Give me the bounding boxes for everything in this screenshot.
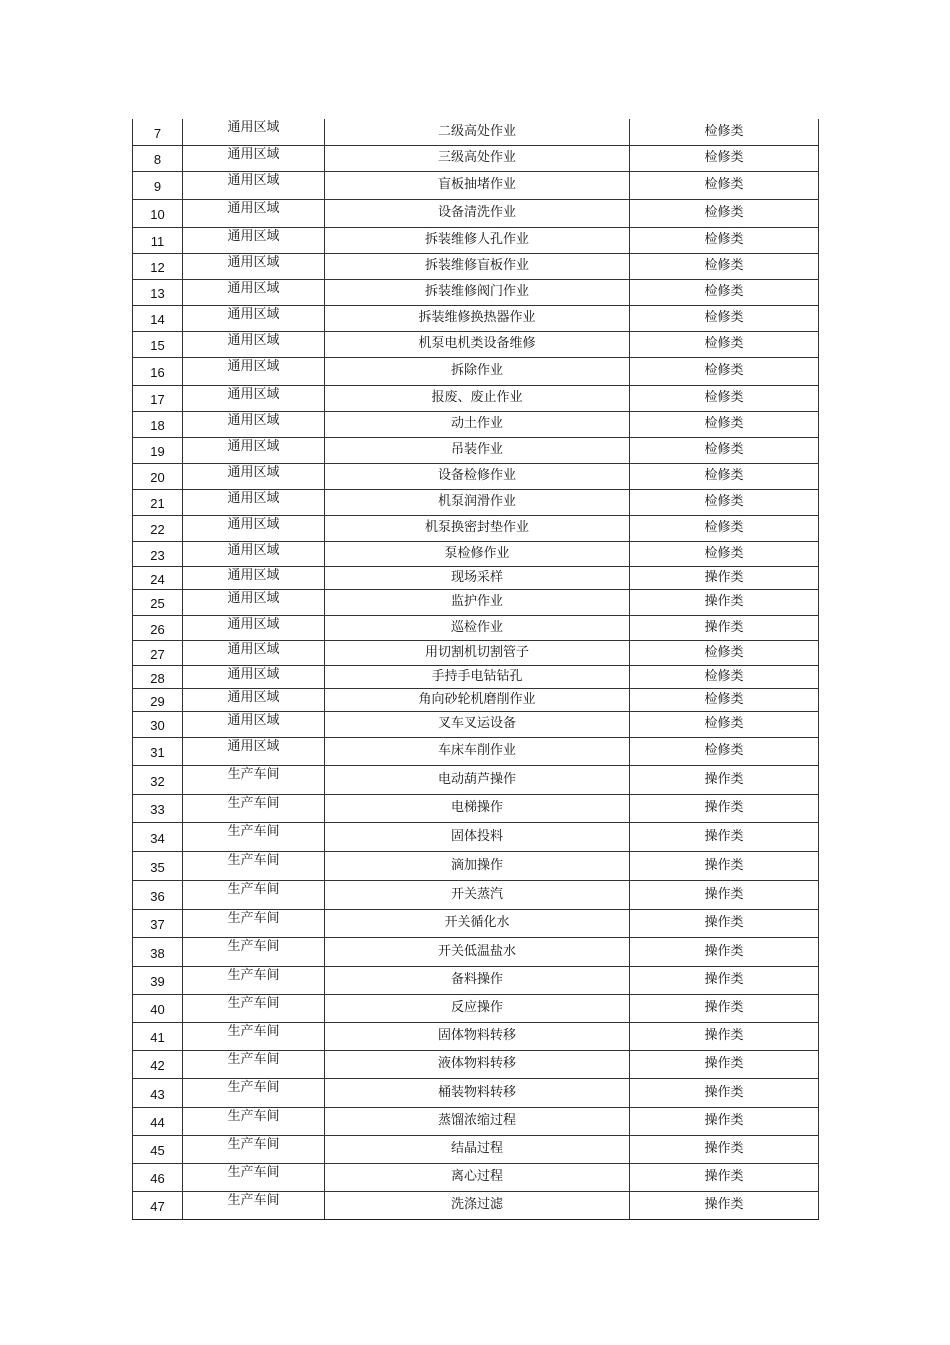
row-type: 检修类 bbox=[630, 688, 819, 711]
row-type: 检修类 bbox=[630, 119, 819, 145]
table-row bbox=[133, 331, 819, 357]
row-task: 洗涤过滤 bbox=[325, 1191, 630, 1219]
row-area: 通用区域 bbox=[183, 640, 325, 665]
table-row bbox=[133, 851, 819, 880]
row-type: 检修类 bbox=[630, 279, 819, 305]
row-number: 30 bbox=[133, 711, 183, 737]
row-task: 角向砂轮机磨削作业 bbox=[325, 688, 630, 711]
row-type: 操作类 bbox=[630, 615, 819, 640]
row-task: 拆除作业 bbox=[325, 357, 630, 385]
row-area: 通用区域 bbox=[183, 665, 325, 688]
table-row bbox=[133, 463, 819, 489]
row-type: 检修类 bbox=[630, 437, 819, 463]
row-task: 开关蒸汽 bbox=[325, 880, 630, 909]
row-type: 操作类 bbox=[630, 880, 819, 909]
row-task: 设备清洗作业 bbox=[325, 199, 630, 227]
row-number: 17 bbox=[133, 385, 183, 411]
row-type: 操作类 bbox=[630, 1107, 819, 1135]
row-type: 检修类 bbox=[630, 331, 819, 357]
row-task: 开关循化水 bbox=[325, 909, 630, 937]
row-type: 操作类 bbox=[630, 1191, 819, 1219]
table-row bbox=[133, 665, 819, 688]
row-number: 32 bbox=[133, 765, 183, 794]
row-area: 通用区域 bbox=[183, 489, 325, 515]
table-row bbox=[133, 145, 819, 171]
row-number: 8 bbox=[133, 145, 183, 171]
row-task: 拆装维修人孔作业 bbox=[325, 227, 630, 253]
row-type: 操作类 bbox=[630, 822, 819, 851]
row-task: 电梯操作 bbox=[325, 794, 630, 822]
table-row bbox=[133, 357, 819, 385]
row-task: 用切割机切割管子 bbox=[325, 640, 630, 665]
row-task: 手持手电钻钻孔 bbox=[325, 665, 630, 688]
table-row bbox=[133, 765, 819, 794]
row-task: 桶装物料转移 bbox=[325, 1078, 630, 1107]
table-body bbox=[133, 119, 819, 1219]
row-type: 检修类 bbox=[630, 253, 819, 279]
row-number: 18 bbox=[133, 411, 183, 437]
row-area: 生产车间 bbox=[183, 909, 325, 937]
table-row bbox=[133, 615, 819, 640]
table-row bbox=[133, 880, 819, 909]
table-row bbox=[133, 279, 819, 305]
row-type: 检修类 bbox=[630, 385, 819, 411]
row-area: 生产车间 bbox=[183, 1191, 325, 1219]
table-row bbox=[133, 1078, 819, 1107]
row-number: 39 bbox=[133, 966, 183, 994]
table-row bbox=[133, 589, 819, 615]
table-row bbox=[133, 119, 819, 145]
table-row bbox=[133, 966, 819, 994]
row-area: 生产车间 bbox=[183, 1050, 325, 1078]
row-type: 操作类 bbox=[630, 566, 819, 589]
row-area: 通用区域 bbox=[183, 437, 325, 463]
row-area: 生产车间 bbox=[183, 966, 325, 994]
row-type: 操作类 bbox=[630, 765, 819, 794]
table-row bbox=[133, 253, 819, 279]
table-row bbox=[133, 305, 819, 331]
table-row bbox=[133, 489, 819, 515]
row-type: 检修类 bbox=[630, 227, 819, 253]
row-number: 11 bbox=[133, 227, 183, 253]
row-task: 开关低温盐水 bbox=[325, 937, 630, 966]
row-task: 拆装维修盲板作业 bbox=[325, 253, 630, 279]
row-number: 34 bbox=[133, 822, 183, 851]
row-number: 26 bbox=[133, 615, 183, 640]
row-number: 14 bbox=[133, 305, 183, 331]
row-area: 通用区域 bbox=[183, 566, 325, 589]
row-area: 通用区域 bbox=[183, 541, 325, 566]
row-area: 通用区域 bbox=[183, 711, 325, 737]
row-type: 检修类 bbox=[630, 463, 819, 489]
row-area: 生产车间 bbox=[183, 880, 325, 909]
row-number: 7 bbox=[133, 119, 183, 145]
row-number: 12 bbox=[133, 253, 183, 279]
row-number: 47 bbox=[133, 1191, 183, 1219]
table-row bbox=[133, 1107, 819, 1135]
table-row bbox=[133, 909, 819, 937]
row-area: 生产车间 bbox=[183, 1135, 325, 1163]
row-type: 检修类 bbox=[630, 640, 819, 665]
table-row bbox=[133, 822, 819, 851]
row-area: 生产车间 bbox=[183, 1107, 325, 1135]
row-type: 检修类 bbox=[630, 411, 819, 437]
row-number: 40 bbox=[133, 994, 183, 1022]
row-area: 生产车间 bbox=[183, 1163, 325, 1191]
row-number: 41 bbox=[133, 1022, 183, 1050]
row-area: 通用区域 bbox=[183, 688, 325, 711]
row-area: 通用区域 bbox=[183, 171, 325, 199]
row-type: 操作类 bbox=[630, 1163, 819, 1191]
row-task: 滴加操作 bbox=[325, 851, 630, 880]
row-type: 检修类 bbox=[630, 199, 819, 227]
row-number: 37 bbox=[133, 909, 183, 937]
row-type: 检修类 bbox=[630, 711, 819, 737]
table-row bbox=[133, 515, 819, 541]
row-task: 叉车叉运设备 bbox=[325, 711, 630, 737]
row-area: 通用区域 bbox=[183, 279, 325, 305]
row-task: 电动葫芦操作 bbox=[325, 765, 630, 794]
row-type: 操作类 bbox=[630, 794, 819, 822]
row-task: 吊装作业 bbox=[325, 437, 630, 463]
row-number: 36 bbox=[133, 880, 183, 909]
row-number: 15 bbox=[133, 331, 183, 357]
row-area: 生产车间 bbox=[183, 851, 325, 880]
row-area: 通用区域 bbox=[183, 119, 325, 145]
row-number: 35 bbox=[133, 851, 183, 880]
row-number: 43 bbox=[133, 1078, 183, 1107]
row-type: 检修类 bbox=[630, 171, 819, 199]
row-type: 检修类 bbox=[630, 305, 819, 331]
row-number: 13 bbox=[133, 279, 183, 305]
row-type: 操作类 bbox=[630, 1078, 819, 1107]
row-number: 46 bbox=[133, 1163, 183, 1191]
row-area: 通用区域 bbox=[183, 305, 325, 331]
row-task: 设备检修作业 bbox=[325, 463, 630, 489]
row-task: 二级高处作业 bbox=[325, 119, 630, 145]
row-type: 检修类 bbox=[630, 357, 819, 385]
table-row bbox=[133, 1022, 819, 1050]
row-task: 泵检修作业 bbox=[325, 541, 630, 566]
row-type: 检修类 bbox=[630, 541, 819, 566]
row-type: 检修类 bbox=[630, 515, 819, 541]
row-number: 28 bbox=[133, 665, 183, 688]
row-task: 盲板抽堵作业 bbox=[325, 171, 630, 199]
table-row bbox=[133, 541, 819, 566]
table-row bbox=[133, 1135, 819, 1163]
row-task: 结晶过程 bbox=[325, 1135, 630, 1163]
row-area: 生产车间 bbox=[183, 765, 325, 794]
row-type: 操作类 bbox=[630, 851, 819, 880]
row-area: 通用区域 bbox=[183, 385, 325, 411]
row-task: 机泵换密封垫作业 bbox=[325, 515, 630, 541]
row-area: 生产车间 bbox=[183, 1022, 325, 1050]
row-type: 操作类 bbox=[630, 1050, 819, 1078]
row-type: 检修类 bbox=[630, 145, 819, 171]
row-area: 生产车间 bbox=[183, 994, 325, 1022]
row-area: 通用区域 bbox=[183, 253, 325, 279]
table-row bbox=[133, 937, 819, 966]
row-area: 通用区域 bbox=[183, 357, 325, 385]
table-row bbox=[133, 437, 819, 463]
table-row bbox=[133, 227, 819, 253]
row-area: 通用区域 bbox=[183, 589, 325, 615]
row-number: 45 bbox=[133, 1135, 183, 1163]
table-row bbox=[133, 1163, 819, 1191]
row-number: 31 bbox=[133, 737, 183, 765]
row-type: 检修类 bbox=[630, 737, 819, 765]
row-number: 24 bbox=[133, 566, 183, 589]
row-area: 通用区域 bbox=[183, 145, 325, 171]
table-row bbox=[133, 711, 819, 737]
row-area: 通用区域 bbox=[183, 331, 325, 357]
row-task: 固体投料 bbox=[325, 822, 630, 851]
row-task: 液体物料转移 bbox=[325, 1050, 630, 1078]
row-area: 通用区域 bbox=[183, 227, 325, 253]
row-area: 通用区域 bbox=[183, 411, 325, 437]
row-type: 操作类 bbox=[630, 1022, 819, 1050]
table-row bbox=[133, 794, 819, 822]
row-area: 通用区域 bbox=[183, 615, 325, 640]
row-area: 生产车间 bbox=[183, 1078, 325, 1107]
row-task: 报废、废止作业 bbox=[325, 385, 630, 411]
table-row bbox=[133, 385, 819, 411]
table-row bbox=[133, 1191, 819, 1219]
row-task: 反应操作 bbox=[325, 994, 630, 1022]
table-row bbox=[133, 1050, 819, 1078]
row-number: 38 bbox=[133, 937, 183, 966]
row-task: 拆装维修阀门作业 bbox=[325, 279, 630, 305]
row-type: 操作类 bbox=[630, 937, 819, 966]
row-number: 22 bbox=[133, 515, 183, 541]
row-number: 44 bbox=[133, 1107, 183, 1135]
row-number: 27 bbox=[133, 640, 183, 665]
row-task: 车床车削作业 bbox=[325, 737, 630, 765]
table-row bbox=[133, 199, 819, 227]
table-row bbox=[133, 411, 819, 437]
row-number: 16 bbox=[133, 357, 183, 385]
table-row bbox=[133, 566, 819, 589]
row-area: 生产车间 bbox=[183, 937, 325, 966]
row-task: 备料操作 bbox=[325, 966, 630, 994]
table-row bbox=[133, 994, 819, 1022]
row-task: 现场采样 bbox=[325, 566, 630, 589]
row-task: 监护作业 bbox=[325, 589, 630, 615]
row-area: 生产车间 bbox=[183, 794, 325, 822]
row-task: 蒸馏浓缩过程 bbox=[325, 1107, 630, 1135]
row-number: 25 bbox=[133, 589, 183, 615]
row-task: 拆装维修换热器作业 bbox=[325, 305, 630, 331]
row-area: 通用区域 bbox=[183, 515, 325, 541]
row-type: 操作类 bbox=[630, 966, 819, 994]
row-number: 42 bbox=[133, 1050, 183, 1078]
row-type: 操作类 bbox=[630, 589, 819, 615]
row-task: 三级高处作业 bbox=[325, 145, 630, 171]
row-task: 动土作业 bbox=[325, 411, 630, 437]
row-number: 9 bbox=[133, 171, 183, 199]
row-number: 23 bbox=[133, 541, 183, 566]
row-number: 21 bbox=[133, 489, 183, 515]
row-number: 19 bbox=[133, 437, 183, 463]
row-number: 20 bbox=[133, 463, 183, 489]
row-area: 生产车间 bbox=[183, 822, 325, 851]
row-number: 29 bbox=[133, 688, 183, 711]
row-task: 机泵润滑作业 bbox=[325, 489, 630, 515]
row-number: 33 bbox=[133, 794, 183, 822]
row-type: 检修类 bbox=[630, 665, 819, 688]
table-row bbox=[133, 171, 819, 199]
table-row bbox=[133, 737, 819, 765]
row-task: 离心过程 bbox=[325, 1163, 630, 1191]
row-task: 巡检作业 bbox=[325, 615, 630, 640]
row-area: 通用区域 bbox=[183, 199, 325, 227]
row-task: 固体物料转移 bbox=[325, 1022, 630, 1050]
table-row bbox=[133, 688, 819, 711]
row-type: 操作类 bbox=[630, 1135, 819, 1163]
row-number: 10 bbox=[133, 199, 183, 227]
row-task: 机泵电机类设备维修 bbox=[325, 331, 630, 357]
row-type: 操作类 bbox=[630, 994, 819, 1022]
table-row bbox=[133, 640, 819, 665]
row-type: 检修类 bbox=[630, 489, 819, 515]
row-area: 通用区域 bbox=[183, 463, 325, 489]
hazard-task-table bbox=[132, 119, 819, 1220]
row-type: 操作类 bbox=[630, 909, 819, 937]
row-area: 通用区域 bbox=[183, 737, 325, 765]
